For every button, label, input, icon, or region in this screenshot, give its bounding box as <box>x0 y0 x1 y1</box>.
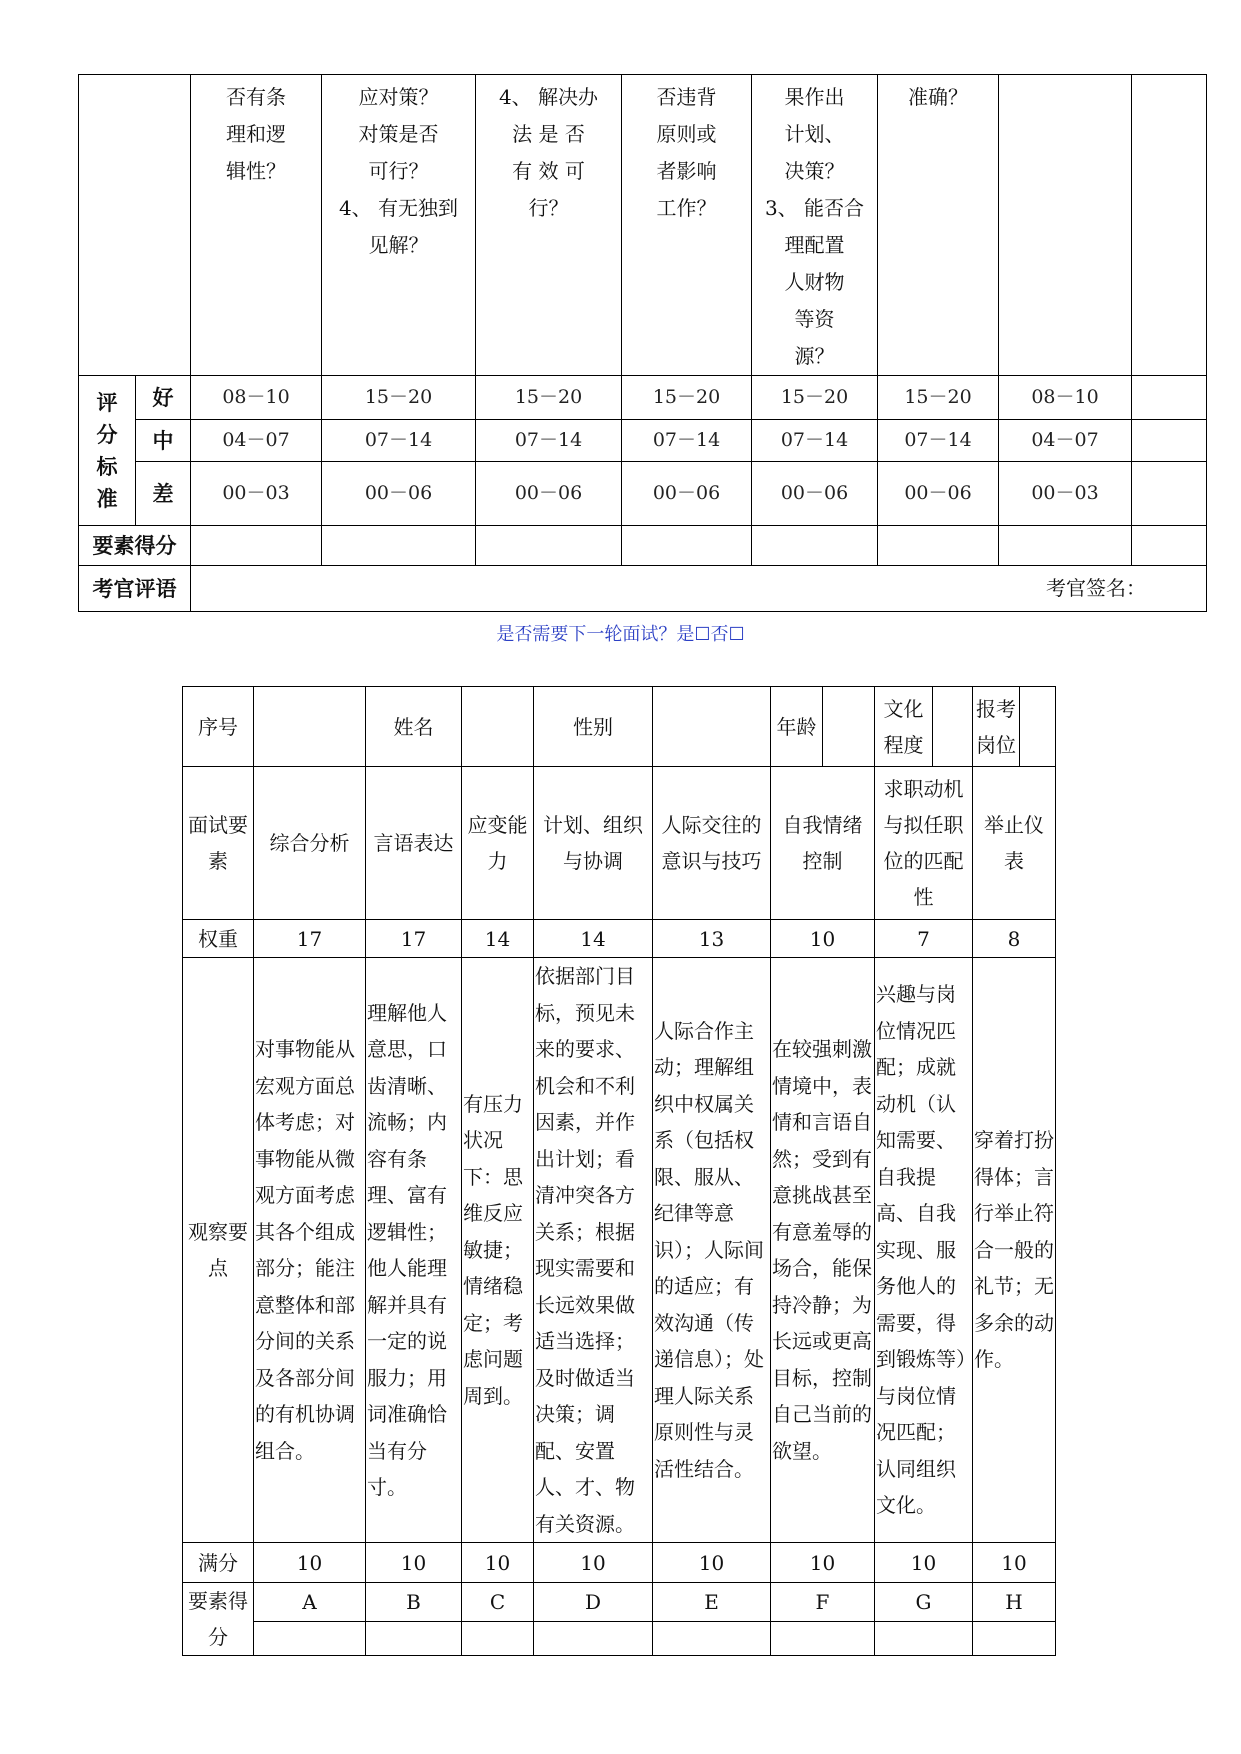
observe-point: 有压力状况下：思维反应敏捷；情绪稳定；考虑问题周到。 <box>462 958 534 1543</box>
observe-points-row <box>79 75 1207 376</box>
observe-point: 兴趣与岗位情况匹配；成就动机（认知需要、自我提高、自我实现、服务他人的需要，得到锻炼等）与岗位情况匹配；认同组织文化。 <box>875 958 973 1543</box>
element-score-label: 要素得分 <box>183 1583 254 1656</box>
element-score-field[interactable] <box>752 526 878 566</box>
age-field[interactable] <box>823 687 875 767</box>
weight-label: 权重 <box>183 920 254 958</box>
candidate-info-row <box>183 687 1056 767</box>
full-score-row <box>183 1543 1056 1583</box>
observe-col-6: 准确？ <box>878 75 999 376</box>
score-cell: 07－14 <box>752 420 878 462</box>
elements-row <box>183 767 1056 920</box>
element-score-row <box>79 526 1207 566</box>
score-cell: 00－06 <box>752 462 878 526</box>
age-label: 年龄 <box>771 687 823 767</box>
gender-label: 性别 <box>534 687 653 767</box>
score-cell: 04－07 <box>191 420 322 462</box>
score-cell: 15－20 <box>476 376 622 420</box>
name-label: 姓名 <box>366 687 462 767</box>
element-score-entry-row <box>183 1621 1056 1655</box>
score-cell: 00－03 <box>191 462 322 526</box>
rating-row-medium <box>79 420 1207 462</box>
serial-field[interactable] <box>254 687 366 767</box>
weight-value: 17 <box>254 920 366 958</box>
element-letter: F <box>771 1583 875 1622</box>
score-cell: 04－07 <box>999 420 1132 462</box>
full-score-value: 10 <box>653 1543 771 1583</box>
elements-label: 面试要素 <box>183 767 254 920</box>
element-score-field[interactable] <box>973 1621 1056 1655</box>
element-score-label: 要素得分 <box>79 526 191 566</box>
full-score-value: 10 <box>973 1543 1056 1583</box>
observe-points-row <box>183 958 1056 1543</box>
observe-col-7 <box>999 75 1132 376</box>
observe-col-8 <box>1132 75 1207 376</box>
score-cell: 08－10 <box>999 376 1132 420</box>
element-score-field[interactable] <box>1132 526 1207 566</box>
full-score-value: 10 <box>462 1543 534 1583</box>
examiner-remark-field[interactable] <box>191 566 1207 612</box>
full-score-value: 10 <box>254 1543 366 1583</box>
element-letter: H <box>973 1583 1056 1622</box>
grade-medium: 中 <box>136 420 191 462</box>
observe-point: 依据部门目标，预见未来的要求、机会和不利因素，并作出计划；看清冲突各方关系；根据现实需要和长远效果做适当选择；及时做适当决策；调配、安置人、才、物有关资源。 <box>534 958 653 1543</box>
grade-good: 好 <box>136 376 191 420</box>
observe-col-5: 果作出 计划、 决策？ 3、 能否合 理配置 人财物 等资 源？ <box>752 75 878 376</box>
score-cell: 07－14 <box>878 420 999 462</box>
element-header: 综合分析 <box>254 767 366 920</box>
rating-row-good <box>79 376 1207 420</box>
next-round-question: 是否需要下一轮面试？是☐否☐ <box>496 624 745 645</box>
score-cell <box>1132 376 1207 420</box>
score-cell: 00－06 <box>322 462 476 526</box>
element-header: 计划、组织与协调 <box>534 767 653 920</box>
full-score-label: 满分 <box>183 1543 254 1583</box>
element-header: 求职动机与拟任职位的匹配性 <box>875 767 973 920</box>
element-header: 应变能力 <box>462 767 534 920</box>
scoring-table-continued <box>78 74 1207 612</box>
grade-poor: 差 <box>136 462 191 526</box>
element-letter: A <box>254 1583 366 1622</box>
element-letter: E <box>653 1583 771 1622</box>
weight-value: 14 <box>534 920 653 958</box>
score-cell: 15－20 <box>752 376 878 420</box>
score-cell: 00－03 <box>999 462 1132 526</box>
weight-value: 14 <box>462 920 534 958</box>
interview-scoring-table <box>182 686 1056 1656</box>
full-score-value: 10 <box>875 1543 973 1583</box>
score-cell <box>1132 420 1207 462</box>
observe-point: 在较强刺激情境中，表情和言语自然；受到有意挑战甚至有意羞辱的场合，能保持冷静；为长远或更高目标，控制自己当前的欲望。 <box>771 958 875 1543</box>
element-score-field[interactable] <box>322 526 476 566</box>
element-score-field[interactable] <box>366 1621 462 1655</box>
element-score-field[interactable] <box>771 1621 875 1655</box>
element-letter: C <box>462 1583 534 1622</box>
element-score-field[interactable] <box>476 526 622 566</box>
observe-point: 对事物能从宏观方面总体考虑；对事物能从微观方面考虑其各个组成部分；能注意整体和部分间的关系及各部分间的有机协调组合。 <box>254 958 366 1543</box>
element-header: 言语表达 <box>366 767 462 920</box>
element-score-field[interactable] <box>534 1621 653 1655</box>
score-cell <box>1132 462 1207 526</box>
score-cell: 07－14 <box>476 420 622 462</box>
element-score-field[interactable] <box>653 1621 771 1655</box>
education-label: 文化程度 <box>875 687 933 767</box>
examiner-remark-row <box>79 566 1207 612</box>
weight-value: 10 <box>771 920 875 958</box>
observe-point: 理解他人意思，口齿清晰、流畅；内容有条理、富有逻辑性；他人能理解并具有一定的说服力；用词准确恰当有分寸。 <box>366 958 462 1543</box>
element-letter: B <box>366 1583 462 1622</box>
observe-col-4: 否违背 原则或 者影响 工作？ <box>622 75 752 376</box>
weight-value: 7 <box>875 920 973 958</box>
element-score-field[interactable] <box>622 526 752 566</box>
element-score-field[interactable] <box>878 526 999 566</box>
name-field[interactable] <box>462 687 534 767</box>
full-score-value: 10 <box>534 1543 653 1583</box>
observe-col-3: 4、 解决办 法 是 否 有 效 可 行？ <box>476 75 622 376</box>
full-score-value: 10 <box>771 1543 875 1583</box>
observe-col-2: 应对策？ 对策是否 可行？ 4、 有无独到 见解？ <box>322 75 476 376</box>
score-cell: 07－14 <box>322 420 476 462</box>
element-letter: D <box>534 1583 653 1622</box>
position-field[interactable] <box>1020 687 1056 767</box>
full-score-value: 10 <box>366 1543 462 1583</box>
observe-label: 观察要点 <box>183 958 254 1543</box>
element-header: 自我情绪控制 <box>771 767 875 920</box>
score-cell: 00－06 <box>622 462 752 526</box>
score-cell: 15－20 <box>878 376 999 420</box>
gender-field[interactable] <box>653 687 771 767</box>
blank-label-cell <box>79 75 191 376</box>
serial-label: 序号 <box>183 687 254 767</box>
score-cell: 08－10 <box>191 376 322 420</box>
position-label: 报考岗位 <box>973 687 1020 767</box>
element-letter-row <box>183 1583 1056 1622</box>
score-cell: 15－20 <box>322 376 476 420</box>
element-score-field[interactable] <box>875 1621 973 1655</box>
observe-col-1: 否有条 理和逻 辑性？ <box>191 75 322 376</box>
observe-point: 人际合作主动；理解组织中权属关系（包括权限、服从、纪律等意识）；人际间的适应；有效沟通（传递信息）；处理人际关系原则性与灵活性结合。 <box>653 958 771 1543</box>
rating-row-poor <box>79 462 1207 526</box>
element-header: 人际交往的意识与技巧 <box>653 767 771 920</box>
weight-row <box>183 920 1056 958</box>
education-field[interactable] <box>933 687 973 767</box>
weight-value: 13 <box>653 920 771 958</box>
element-score-field[interactable] <box>254 1621 366 1655</box>
weight-value: 8 <box>973 920 1056 958</box>
element-score-field[interactable] <box>191 526 322 566</box>
score-cell: 00－06 <box>476 462 622 526</box>
rating-standard-label: 评 分 标 准 <box>79 376 136 526</box>
element-letter: G <box>875 1583 973 1622</box>
element-score-field[interactable] <box>999 526 1132 566</box>
score-cell: 07－14 <box>622 420 752 462</box>
examiner-signature-label: 考官签名： <box>1046 576 1146 600</box>
observe-point: 穿着打扮得体；言行举止符合一般的礼节；无多余的动作。 <box>973 958 1056 1543</box>
examiner-remark-label: 考官评语 <box>79 566 191 612</box>
weight-value: 17 <box>366 920 462 958</box>
score-cell: 00－06 <box>878 462 999 526</box>
element-score-field[interactable] <box>462 1621 534 1655</box>
element-header: 举止仪表 <box>973 767 1056 920</box>
score-cell: 15－20 <box>622 376 752 420</box>
